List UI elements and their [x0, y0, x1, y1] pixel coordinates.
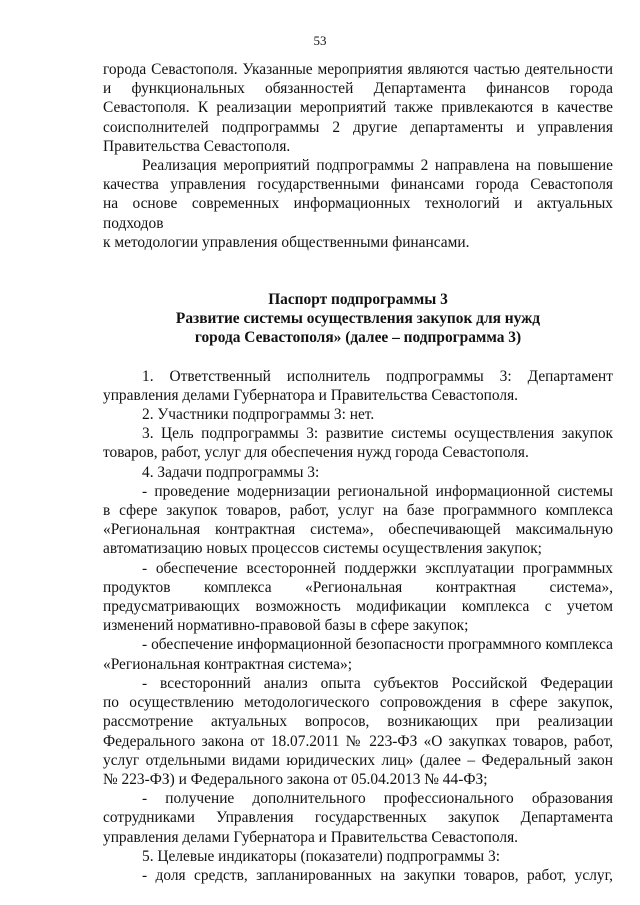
passport-line: 1. Ответственный исполнитель подпрограммы 3: Департамент	[142, 367, 613, 385]
passport-line: по осуществлению методологического сопровождения в сфере закупок,	[103, 694, 613, 712]
intro-line: Севастополя. К реализации мероприятий также привлекаются в качестве	[103, 99, 613, 117]
passport-line: товаров, работ, услуг для обеспечения нужд города Севастополя.	[103, 444, 529, 462]
passport-line: в сфере закупок товаров, работ, услуг на базе программного комплекса	[103, 502, 613, 520]
passport-line: сотрудниками Управления государственных закупок Департамента	[103, 809, 613, 827]
passport-line: управления делами Губернатора и Правительства Севастополя.	[103, 386, 518, 404]
passport-line: продуктов комплекса «Региональная контрактная система»,	[103, 578, 613, 596]
intro-line: к методологии управления общественными финансами.	[103, 233, 470, 251]
intro-line: соисполнителей подпрограммы 2 другие департаменты и управления	[103, 118, 613, 136]
passport-line: Федерального закона от 18.07.2011 № 223-ФЗ «О закупках товаров, работ,	[103, 732, 613, 750]
intro-line: города Севастополя. Указанные мероприятия являются частью деятельности	[103, 61, 613, 78]
intro-line: качества управления государственными финансами города Севастополя	[103, 176, 613, 194]
section-title: Развитие системы осуществления закупок для нужд	[175, 310, 541, 328]
passport-line: «Региональная контрактная система», обеспечивающей максимальную	[103, 521, 613, 539]
passport-line: управления делами Губернатора и Правительства Севастополя.	[103, 828, 518, 846]
passport-line: автоматизацию новых процессов системы осуществления закупок;	[103, 540, 542, 558]
passport-line: 5. Целевые индикаторы (показатели) подпрограммы 3:	[142, 847, 500, 865]
passport-line: № 223-ФЗ) и Федерального закона от 05.04.2013 № 44-ФЗ;	[103, 770, 488, 788]
passport-line: - всесторонний анализ опыта субъектов Российской Федерации	[142, 674, 613, 692]
section-title: Паспорт подпрограммы 3	[268, 291, 448, 309]
passport-line: 3. Цель подпрограммы 3: развитие системы осуществления закупок	[142, 425, 613, 443]
intro-line: на основе современных информационных технологий и актуальных подходов	[103, 195, 613, 232]
passport-line: - проведение модернизации региональной информационной системы	[142, 482, 613, 500]
page-number: 53	[313, 33, 327, 48]
passport-line: предусматривающих возможность модификации комплекса с учетом	[103, 598, 613, 616]
passport-line: - доля средств, запланированных на закупки товаров, работ, услуг,	[142, 866, 613, 884]
intro-line: Правительства Севастополя.	[103, 137, 291, 155]
passport-line: 2. Участники подпрограммы 3: нет.	[142, 406, 375, 424]
document-body	[103, 60, 613, 885]
passport-line: - получение дополнительного профессионального образования	[142, 790, 613, 808]
intro-line: и функциональных обязанностей Департамента финансов города	[103, 80, 613, 98]
passport-line: - обеспечение информационной безопасности программного комплекса	[142, 636, 613, 654]
passport-line: «Региональная контрактная система»;	[103, 655, 352, 673]
passport-line: 4. Задачи подпрограммы 3:	[142, 463, 320, 481]
passport-line: услуг отдельными видами юридических лиц» (далее – Федеральный закон	[103, 751, 613, 769]
intro-line: Реализация мероприятий подпрограммы 2 направлена на повышение	[142, 157, 613, 175]
passport-line: рассмотрение актуальных вопросов, возникающих при реализации	[103, 713, 613, 731]
passport-line: - обеспечение всесторонней поддержки эксплуатации программных	[142, 559, 613, 577]
passport-line: изменений нормативно-правовой базы в сфере закупок;	[103, 617, 469, 635]
section-title: города Севастополя» (далее – подпрограмма 3)	[194, 329, 522, 347]
